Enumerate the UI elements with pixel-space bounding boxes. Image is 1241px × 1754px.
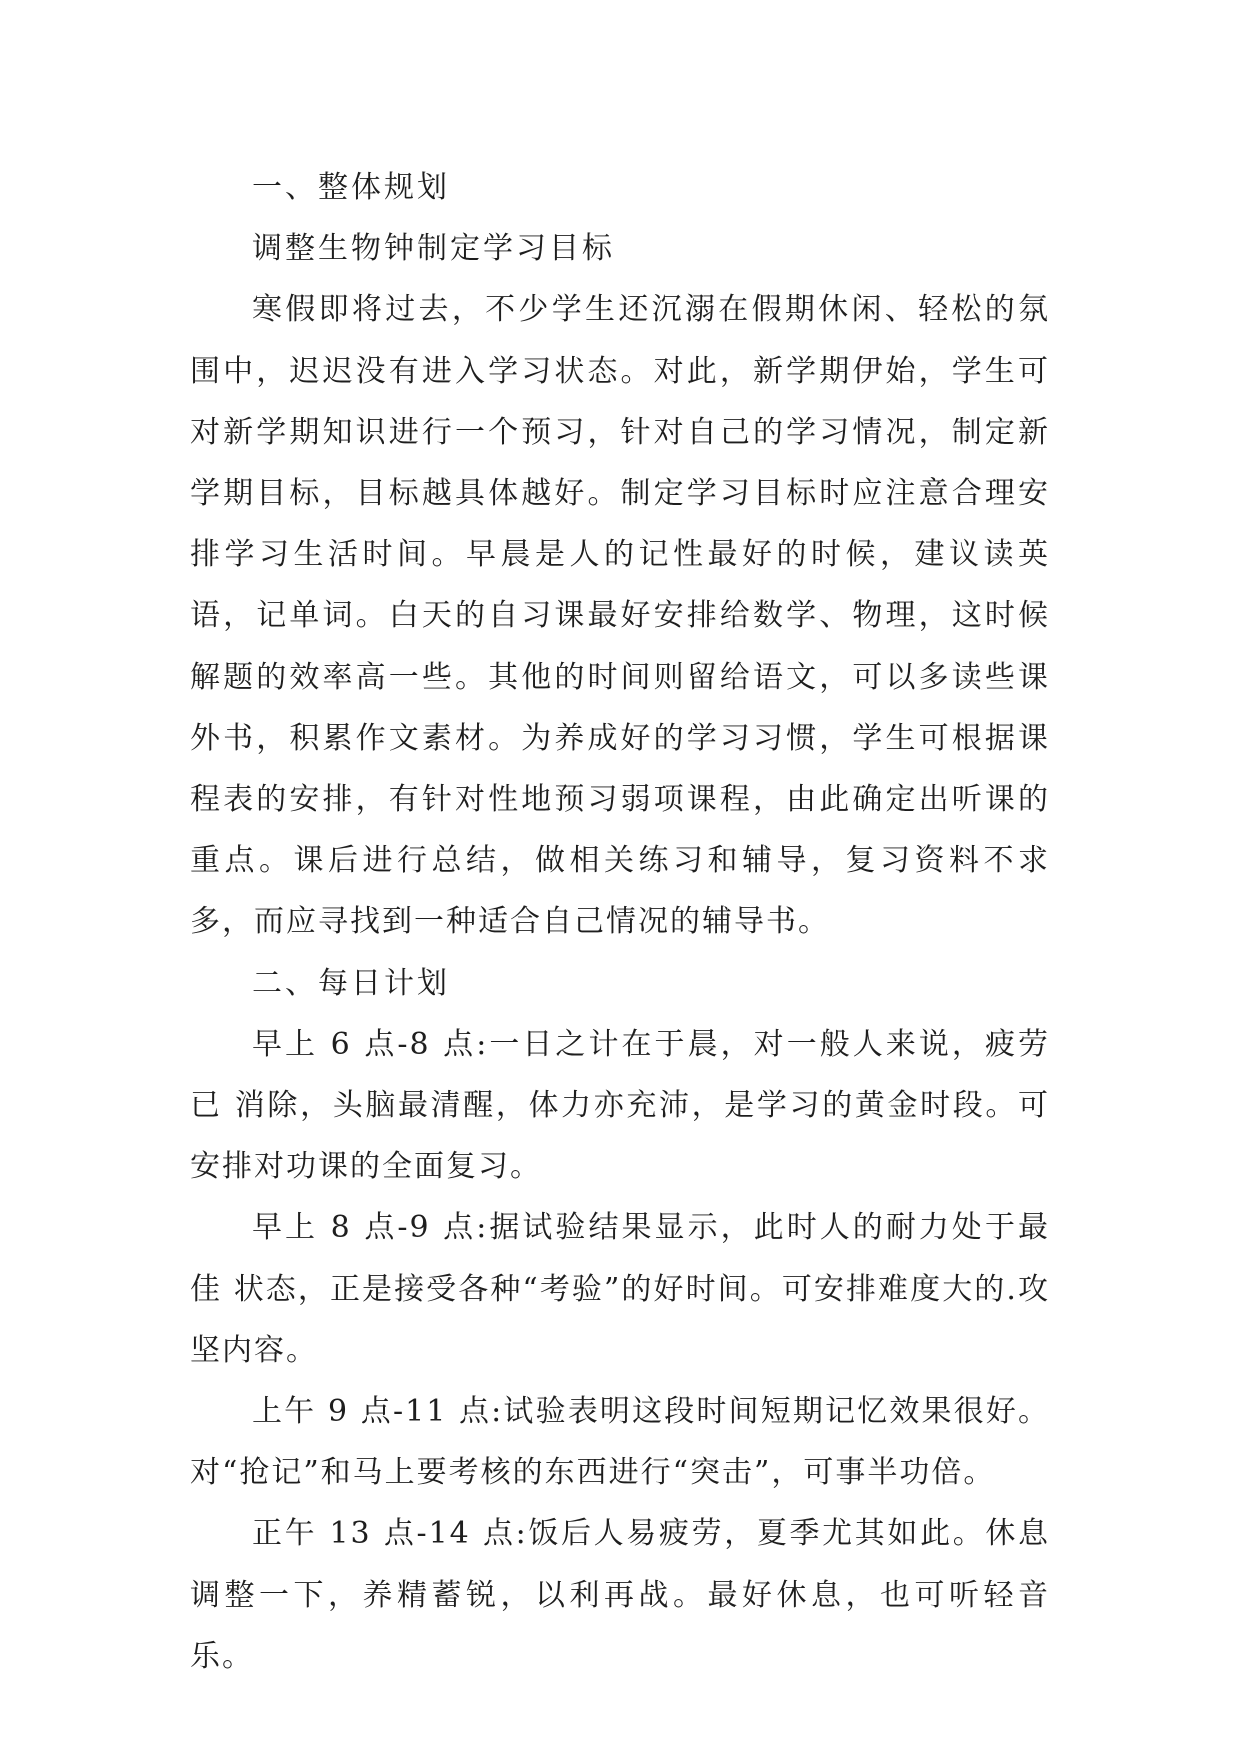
- section-heading-daily-plan: 二、每日计划: [252, 965, 450, 1001]
- paragraph-8-to-9: 早上 8 点-9 点:据试验结果显示，此时人的耐力处于最佳 状态，正是接受各种“考验”的好时间。可安排难度大的.攻坚内容。: [190, 1210, 1050, 1368]
- section-heading-overall-plan: 一、整体规划: [252, 170, 450, 205]
- document-body: [190, 157, 1050, 1687]
- paragraph-6-to-8: 早上 6 点-8 点:一日之计在于晨，对一般人来说，疲劳已 消除，头脑最清醒，体力亦充沛，是学习的黄金时段。可安排对功课的全面复习。: [190, 1026, 1050, 1185]
- paragraph-13-to-14: 正午 13 点-14 点:饭后人易疲劳，夏季尤其如此。休息调整一下，养精蓄锐，以利再战。最好休息，也可听轻音乐。: [190, 1516, 1050, 1674]
- paragraph-winter-break: 寒假即将过去，不少学生还沉溺在假期休闲、轻松的氛围中，迟迟没有进入学习状态。对此，新学期伊始，学生可对新学期知识进行一个预习，针对自己的学习情况，制定新学期目标，目标越具体越好。制定学习目标时应注意合理安排学习生活时间。早晨是人的记性最好的时候，建议读英语，记单词。白天的自习课最好安排给数学、物理，这时候解题的效率高一些。其他的时间则留给语文，可以多读些课外书，积累作文素材。为养成好的学习习惯，学生可根据课程表的安排，有针对性地预习弱项课程，由此确定出听课的重点。课后进行总结，做相关练习和辅导，复习资料不求多，而应寻找到一种适合自己情况的辅导书。: [190, 292, 1050, 940]
- subheading-adjust-biological-clock: 调整生物钟制定学习目标: [252, 231, 615, 267]
- paragraph-9-to-11: 上午 9 点-11 点:试验表明这段时间短期记忆效果很好。对“抢记”和马上要考核的东西进行“突击”，可事半功倍。: [190, 1394, 1050, 1491]
